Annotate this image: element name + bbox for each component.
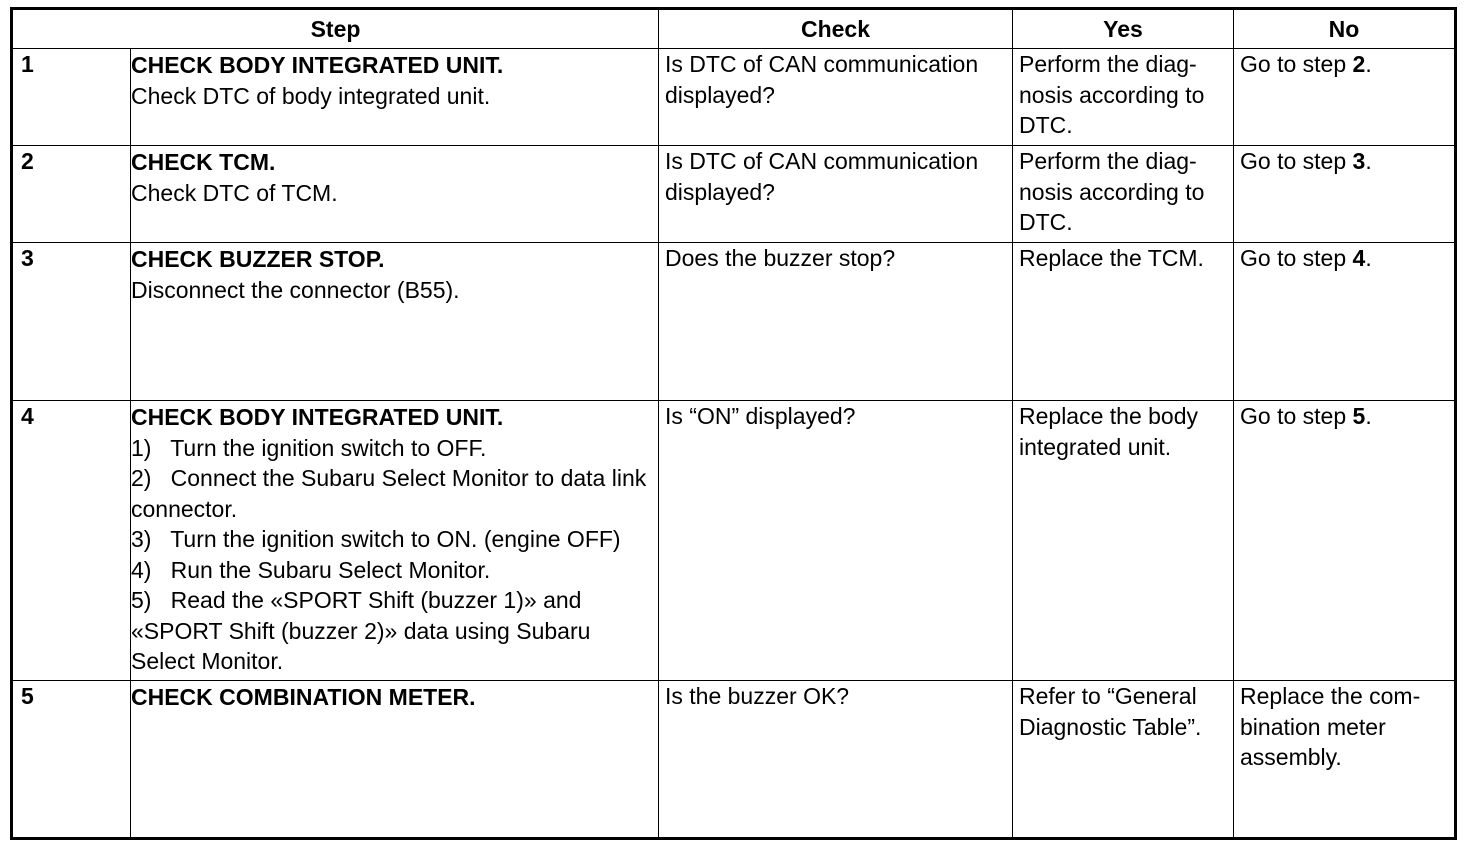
step-title: CHECK BODY INTEGRATED UNIT. [131,404,504,430]
step-number: 2 [12,146,131,243]
header-step: Step [12,9,659,49]
step-instruction: Disconnect the connector (B55). [131,276,460,303]
step-title: CHECK BUZZER STOP. [131,246,385,272]
table-row [12,401,1456,681]
check-question: Does the buzzer stop? [659,243,1013,401]
no-action-step: 4 [1352,245,1366,271]
step-description [131,243,659,401]
step-description [131,49,659,146]
yes-action: Replace the TCM. [1013,243,1234,401]
no-action-suffix: . [1365,245,1372,271]
check-question: Is DTC of CAN communication displayed? [659,49,1013,146]
no-action [1234,401,1456,681]
table-row [12,49,1456,146]
step-number: 3 [12,243,131,401]
step-number: 5 [12,681,131,839]
yes-action: Perform the diag-nosis according to DTC. [1013,49,1234,146]
yes-action: Refer to “General Diagnostic Table”. [1013,681,1234,839]
step-substep: 5) Read the «SPORT Shift (buzzer 1)» and «SPORT Shift (buzzer 2)» data using Subaru Select Monitor. [131,587,597,674]
diagnostic-table [10,7,1457,840]
no-action: Replace the com-bination meter assembly. [1234,681,1456,839]
step-description [131,681,659,839]
no-action-step: 3 [1352,148,1366,174]
no-action [1234,146,1456,243]
step-title: CHECK TCM. [131,149,276,175]
step-description [131,401,659,681]
table-row [12,243,1456,401]
yes-action: Replace the body integrated unit. [1013,401,1234,681]
no-action-prefix: Go to step [1240,245,1353,271]
step-number: 4 [12,401,131,681]
no-action [1234,243,1456,401]
check-question: Is the buzzer OK? [659,681,1013,839]
step-title: CHECK BODY INTEGRATED UNIT. [131,52,504,78]
step-description [131,146,659,243]
header-row [12,9,1456,49]
step-substep: 1) Turn the ignition switch to OFF. [131,434,487,461]
header-no: No [1234,9,1456,49]
step-substep: 2) Connect the Subaru Select Monitor to data link connector. [131,465,653,522]
step-substep: 3) Turn the ignition switch to ON. (engine OFF) [131,526,621,552]
step-title: CHECK COMBINATION METER. [131,684,476,710]
no-action-prefix: Go to step [1240,51,1353,77]
no-action-prefix: Go to step [1240,148,1353,174]
step-instruction: Check DTC of body integrated unit. [131,82,491,109]
step-number: 1 [12,49,131,146]
no-action [1234,49,1456,146]
table-row [12,681,1456,839]
check-question: Is “ON” displayed? [659,401,1013,681]
no-action-suffix: . [1365,403,1372,429]
header-check: Check [659,9,1013,49]
step-substep: 4) Run the Subaru Select Monitor. [131,556,491,583]
header-yes: Yes [1013,9,1234,49]
step-instruction: Check DTC of TCM. [131,179,338,206]
no-action-step: 2 [1352,51,1366,77]
no-action-suffix: . [1365,51,1372,77]
no-action-suffix: . [1365,148,1372,174]
check-question: Is DTC of CAN communication displayed? [659,146,1013,243]
no-action-prefix: Go to step [1240,403,1353,429]
no-action-step: 5 [1352,403,1366,429]
yes-action: Perform the diag-nosis according to DTC. [1013,146,1234,243]
table-row [12,146,1456,243]
